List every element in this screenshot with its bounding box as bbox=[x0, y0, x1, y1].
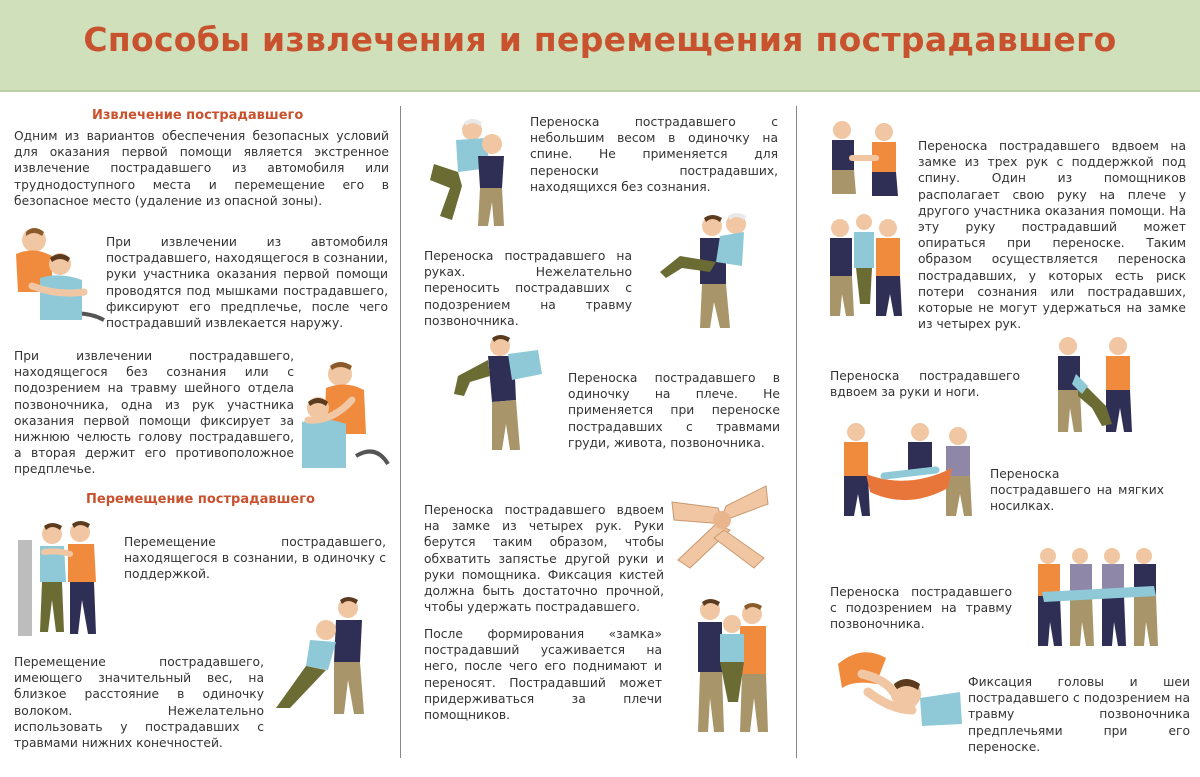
text-intro: Одним из вариантов обеспечения безопасных условий для оказания первой помощи является экстренное извлечение пострадавшего из автомобиля или труднодоступного места и перемещение его в безопасное место (удаление из опасной зоны). bbox=[14, 129, 389, 208]
column-divider-left bbox=[400, 106, 401, 758]
text-support: Перемещение пострадавшего, находящегося в сознании, в одиночку с поддержкой. bbox=[124, 535, 386, 582]
illustration-support-walk bbox=[14, 520, 110, 640]
illustration-four-hand-lock bbox=[668, 472, 772, 570]
page-title: Способы извлечения и перемещения пострадавшего bbox=[83, 20, 1117, 59]
text-head-fixation: Фиксация головы и шеи пострадавшего с подозрением на травму позвоночника предплечьями при его переноске. bbox=[968, 675, 1190, 754]
illustration-three-hand-lock bbox=[822, 118, 908, 322]
illustration-arms-carry bbox=[650, 206, 760, 334]
illustration-shoulder-carry bbox=[448, 330, 552, 458]
illustration-soft-stretcher bbox=[828, 418, 984, 520]
section-title-extraction: Извлечение пострадавшего bbox=[92, 108, 304, 123]
text-arms-carry: Переноска пострадавшего на руках. Нежелательно переносить пострадавших с подозрением на травму позвоночника. bbox=[424, 249, 632, 328]
illustration-four-hand-carry bbox=[686, 594, 776, 740]
illustration-spine-carry bbox=[1034, 546, 1164, 650]
text-four-hands: Переноска пострадавшего вдвоем на замке из четырех рук. Руки берутся таким образом, чтобы обхватить запястье другой руки и руки помощника. Фиксация кистей должна быть достаточно прочной, чтобы удержать пострадавшего. bbox=[424, 503, 664, 615]
text-back-carry: Переноска пострадавшего с небольшим весом в одиночку на спине. Не применяется для переноски пострадавших, находящихся без сознания. bbox=[530, 115, 778, 194]
text-lock-after: После формирования «замка» пострадавший усаживается на него, после чего его поднимают и переносят. Пострадавший может придерживаться за плечи помощников. bbox=[424, 627, 662, 723]
illustration-arms-legs-carry bbox=[1052, 336, 1134, 436]
illustration-head-fixation bbox=[832, 640, 964, 734]
illustration-drag bbox=[268, 596, 368, 720]
header-band bbox=[0, 0, 1200, 92]
illustration-car-extraction-unconscious bbox=[296, 360, 392, 476]
text-shoulder-carry: Переноска пострадавшего в одиночку на плече. Не применяется при переноске пострадавших с травмами груди, живота, позвоночника. bbox=[568, 371, 780, 450]
text-spine-carry: Переноска пострадавшего с подозрением на травму позвоночника. bbox=[830, 585, 1012, 632]
section-title-movement: Перемещение пострадавшего bbox=[86, 492, 315, 507]
text-three-hands: Переноска пострадавшего вдвоем на замке из трех рук с поддержкой под спину. Один из помощников располагает свою руку на плече у другого участника оказания помощи. На эту руку пострадавший может опираться при переноске. Таким образом осуществляется переноска пострадавших, у которых есть риск потери сознания или пострадавших, которые не могут удержаться на замке из четырех рук. bbox=[918, 139, 1186, 332]
text-drag: Перемещение пострадавшего, имеющего значительный вес, на близкое расстояние в одиночку волоком. Нежелательно использовать у пострадавших с травмами нижних конечностей. bbox=[14, 655, 264, 751]
text-soft-stretcher: Переноска пострадавшего на мягких носилках. bbox=[990, 467, 1164, 514]
text-car-conscious: При извлечении из автомобиля пострадавшего, находящегося в сознании, руки участника оказания первой помощи проводятся под мышками пострадавшего, фиксируют его предплечье, после чего пострадавший извлекается наружу. bbox=[106, 235, 388, 331]
illustration-back-carry bbox=[420, 116, 516, 232]
text-arms-legs: Переноска пострадавшего вдвоем за руки и ноги. bbox=[830, 369, 1020, 400]
illustration-car-extraction-conscious bbox=[12, 222, 104, 328]
column-divider-right bbox=[796, 106, 797, 758]
text-car-unconscious: При извлечении пострадавшего, находящегося без сознания или с подозрением на травму шейного отдела позвоночника, одна из рук участника оказания первой помощи фиксирует за нижнюю челюсть голову пострадавшего, а вторая держит его противоположное предплечье. bbox=[14, 349, 294, 477]
